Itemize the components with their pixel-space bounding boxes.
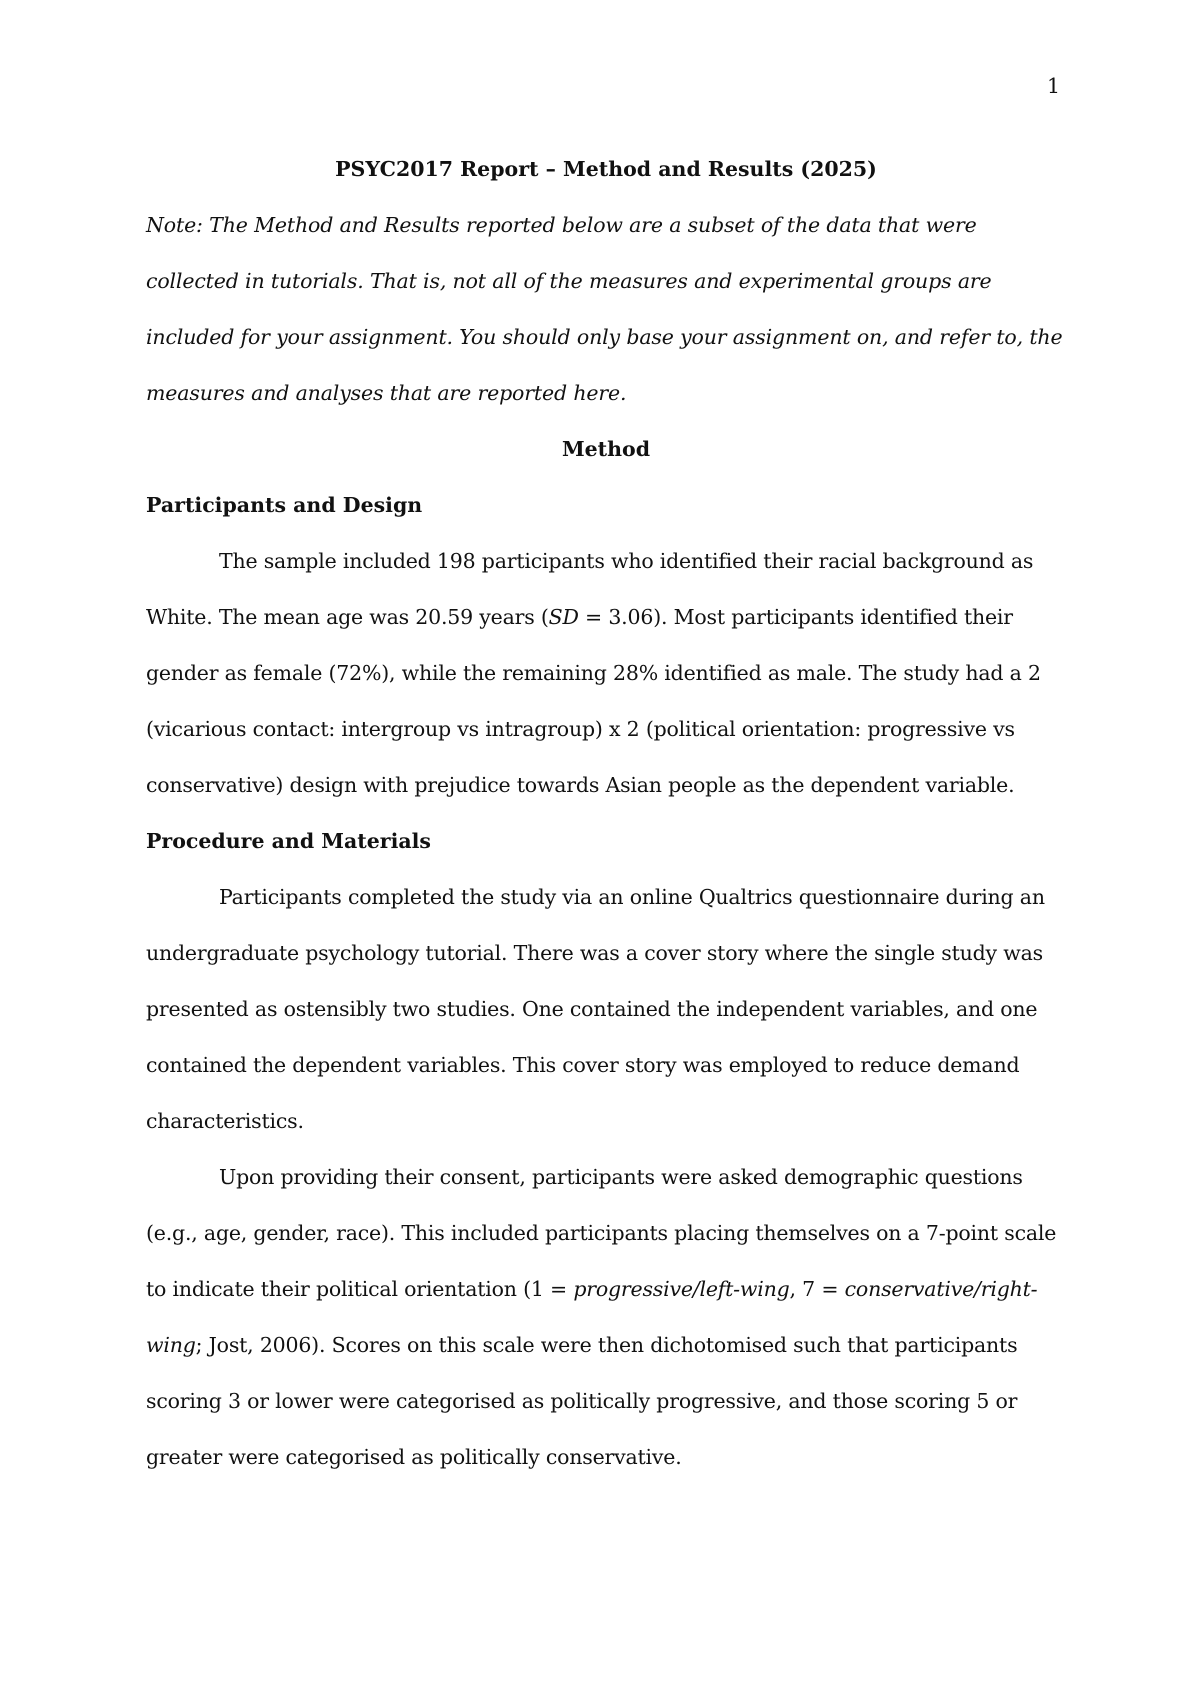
page-number: 1 xyxy=(1046,74,1060,98)
participants-text-2: = 3.06). Most participants identified their gender as female (72%), while the remaining 28% identified as male. The study had a 2 (vicarious contact: intergroup vs intragroup) x 2 (political orientation: progressive vs conservative) design with prejudice towards Asian people as the dependent variable. xyxy=(146,605,1041,797)
procedure-heading: Procedure and Materials xyxy=(146,829,431,853)
method-heading: Method xyxy=(561,437,651,461)
participants-heading: Participants and Design xyxy=(146,493,423,517)
procedure-text-2: , 7 = xyxy=(789,1277,845,1301)
participants-paragraph xyxy=(146,533,1066,813)
scale-anchor-high: conservative/right-wing xyxy=(146,1277,1038,1357)
procedure-paragraph-1: Participants completed the study via an online Qualtrics questionnaire during an undergraduate psychology tutorial. There was a cover story where the single study was presented as ostensibly two studies. One contained the independent variables, and one contained the dependent variables. This cover story was employed to reduce demand characteristics. xyxy=(146,885,1045,1133)
document-body xyxy=(146,141,1066,1485)
note-paragraph: Note: The Method and Results reported below are a subset of the data that were collected in tutorials. That is, not all of the measures and experimental groups are included for your assignment. You should only base your assignment on, and refer to, the measures and analyses that are reported here. xyxy=(146,213,1063,405)
scale-anchor-low: progressive/left-wing xyxy=(573,1277,790,1301)
procedure-text-3: ; Jost, 2006). Scores on this scale were then dichotomised such that participants scoring 3 or lower were categorised as politically progressive, and those scoring 5 or greater were categorised as politically conservative. xyxy=(146,1333,1018,1469)
procedure-text-1: Upon providing their consent, participants were asked demographic questions (e.g., age, gender, race). This included participants placing themselves on a 7-point scale to indicate their political orientation (1 = xyxy=(146,1165,1057,1301)
document-title: PSYC2017 Report – Method and Results (2025) xyxy=(335,157,877,181)
participants-text-1: The sample included 198 participants who identified their racial background as White. The mean age was 20.59 years ( xyxy=(146,549,1034,629)
sd-symbol: SD xyxy=(548,605,579,629)
procedure-paragraph-2 xyxy=(146,1149,1066,1485)
